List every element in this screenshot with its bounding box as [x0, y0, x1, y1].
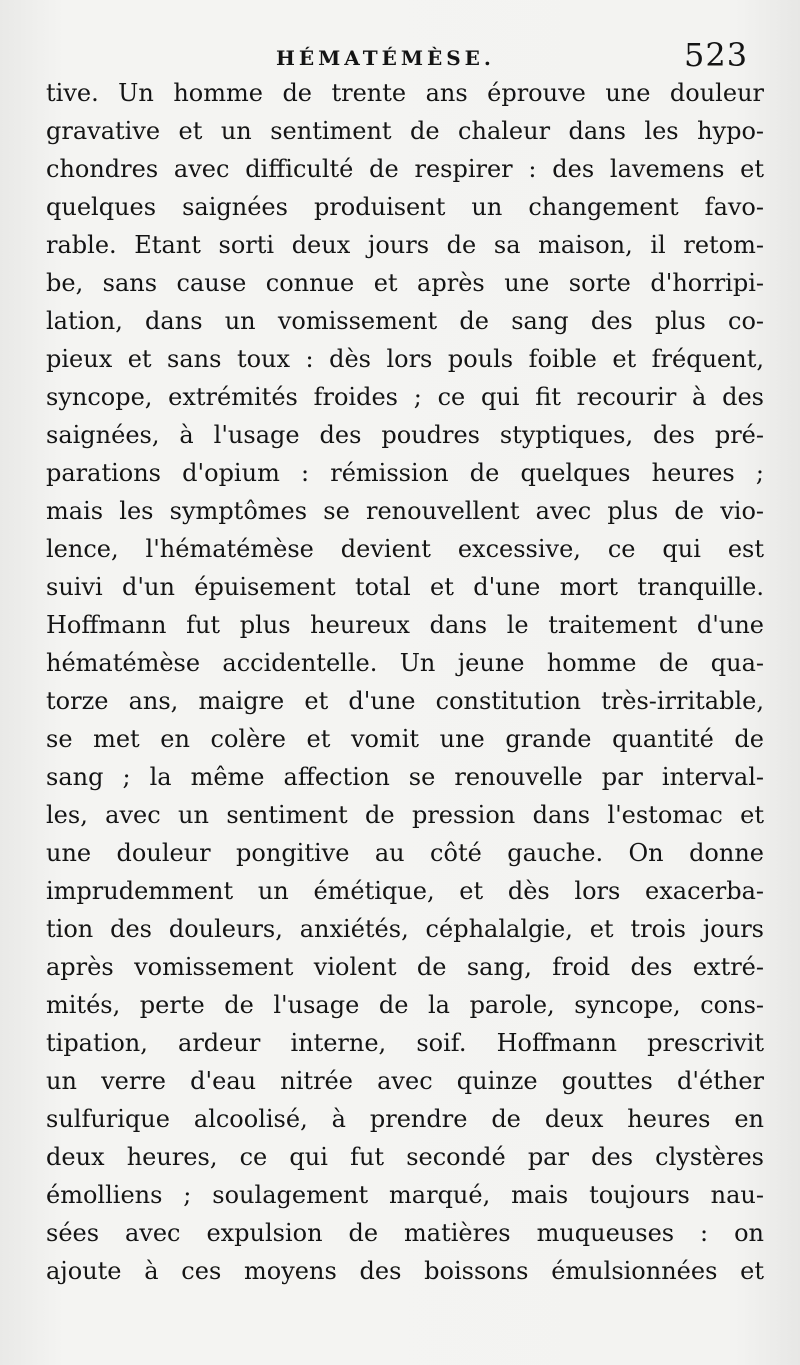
- text-line: quelques saignées produisent un changement favo-: [46, 193, 764, 221]
- text-line: mais les symptômes se renouvellent avec plus de vio-: [46, 497, 764, 525]
- text-line: un verre d'eau nitrée avec quinze gouttes d'éther: [46, 1067, 764, 1095]
- text-line: ajoute à ces moyens des boissons émulsionnées et: [46, 1257, 764, 1285]
- text-line: be, sans cause connue et après une sorte d'horripi-: [46, 269, 764, 297]
- text-line: parations d'opium : rémission de quelques heures ;: [46, 459, 764, 487]
- text-line: sées avec expulsion de matières muqueuses : on: [46, 1219, 764, 1247]
- text-line: lation, dans un vomissement de sang des plus co-: [46, 307, 764, 335]
- text-line: hématémèse accidentelle. Un jeune homme de qua-: [46, 649, 764, 677]
- text-line: pieux et sans toux : dès lors pouls foible et fréquent,: [46, 345, 764, 373]
- text-line: rable. Etant sorti deux jours de sa maison, il retom-: [46, 231, 764, 259]
- text-line: torze ans, maigre et d'une constitution très-irritable,: [46, 687, 764, 715]
- text-line: saignées, à l'usage des poudres styptiques, des pré-: [46, 421, 764, 449]
- text-line: imprudemment un émétique, et dès lors exacerba-: [46, 877, 764, 905]
- text-line: tipation, ardeur interne, soif. Hoffmann prescrivit: [46, 1029, 764, 1057]
- text-line: Hoffmann fut plus heureux dans le traitement d'une: [46, 611, 764, 639]
- text-line: chondres avec difficulté de respirer : des lavemens et: [46, 155, 764, 183]
- text-line: tive. Un homme de trente ans éprouve une douleur: [46, 79, 764, 107]
- text-line: lence, l'hématémèse devient excessive, ce qui est: [46, 535, 764, 563]
- text-line: sang ; la même affection se renouvelle par interval-: [46, 763, 764, 791]
- running-title: HÉMATÉMÈSE.: [276, 46, 495, 70]
- text-line: gravative et un sentiment de chaleur dans les hypo-: [46, 117, 764, 145]
- text-line: se met en colère et vomit une grande quantité de: [46, 725, 764, 753]
- running-head: [0, 30, 800, 76]
- page-number: 523: [684, 36, 749, 74]
- text-line: une douleur pongitive au côté gauche. On donne: [46, 839, 764, 867]
- text-line: mités, perte de l'usage de la parole, syncope, cons-: [46, 991, 764, 1019]
- body-text: [46, 74, 764, 1290]
- text-line: tion des douleurs, anxiétés, céphalalgie, et trois jours: [46, 915, 764, 943]
- text-line: sulfurique alcoolisé, à prendre de deux heures en: [46, 1105, 764, 1133]
- text-line: suivi d'un épuisement total et d'une mort tranquille.: [46, 573, 764, 601]
- text-line: syncope, extrémités froides ; ce qui fit recourir à des: [46, 383, 764, 411]
- text-line: émolliens ; soulagement marqué, mais toujours nau-: [46, 1181, 764, 1209]
- text-line: après vomissement violent de sang, froid des extré-: [46, 953, 764, 981]
- text-line: deux heures, ce qui fut secondé par des clystères: [46, 1143, 764, 1171]
- text-line: les, avec un sentiment de pression dans l'estomac et: [46, 801, 764, 829]
